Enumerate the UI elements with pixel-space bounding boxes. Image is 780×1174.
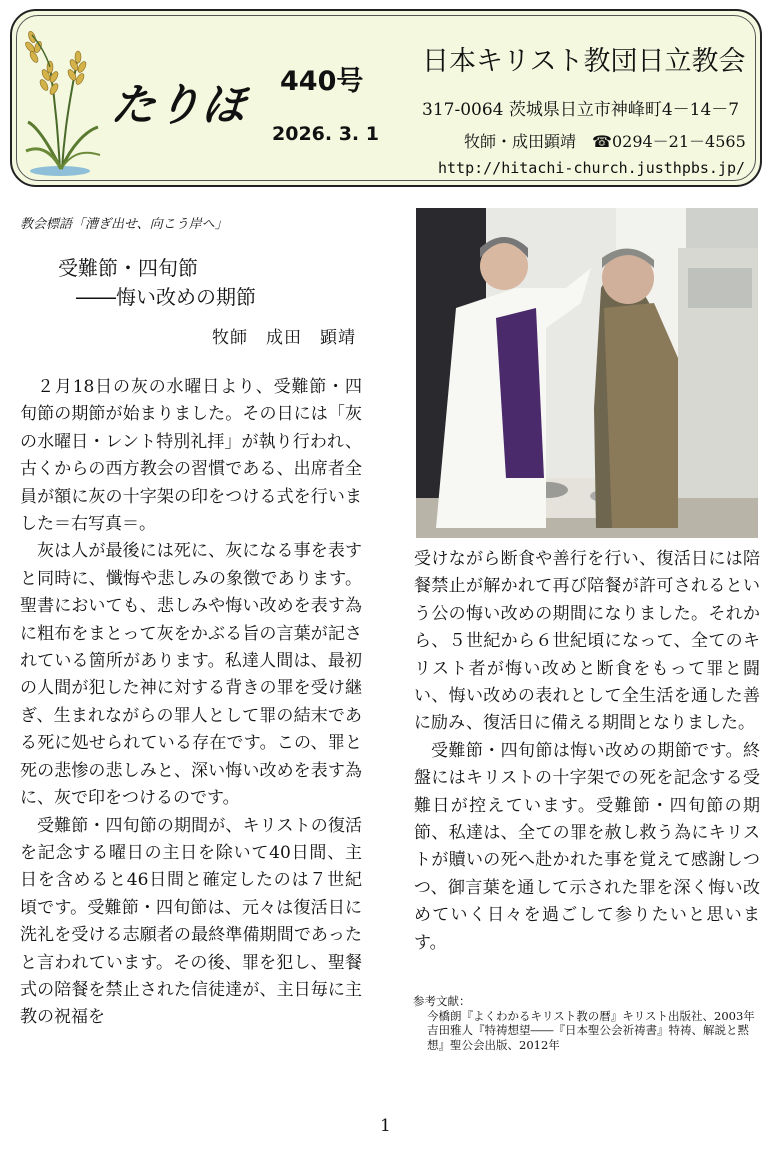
ash-wednesday-photo (416, 208, 758, 538)
article-author: 牧師 成田 顕靖 (212, 328, 356, 348)
pastor-name: 牧師・成田顕靖 (464, 132, 577, 151)
paragraph: 灰は人が最後には死に、灰になる事を表すと同時に、懺悔や悲しみの象徴であります。聖書においても、悲しみや悔い改めを表す為に粗布をまとって灰をかぶる旨の言葉が記されている箇所があります。私達人間は、最初の人間が犯した神に対する背きの罪を受け継ぎ、生まれながらの罪人として罪の結末である死に処せられている存在です。この、罪と死の悲惨の悲しみと、深い悔い改めを表す為に、灰で印をつけるのです。 (20, 541, 362, 809)
article-column-right (414, 546, 760, 957)
reference-item: 今橋朗『よくわかるキリスト教の暦』キリスト出版社、2003年 (427, 1008, 755, 1023)
page-number: 1 (380, 1116, 391, 1136)
reference-item: 吉田雅人『特祷想望――『日本聖公会祈祷書』特祷、解説と黙想』聖公会出版、2012年 (427, 1023, 749, 1052)
rice-plant-logo (20, 27, 104, 179)
pastor-contact (464, 129, 746, 152)
church-motto: 教会標語「漕ぎ出せ、向こう岸へ」 (20, 217, 228, 232)
article-column-left (20, 374, 362, 1032)
paragraph: 受けながら断食や善行を行い、復活日には陪餐禁止が解かれて再び陪餐が許可されるという公の悔い改めの期間になりました。それから、５世紀から６世紀頃になって、全てのキリスト者が悔い改めと断食をもって罪と闘い、悔い改めの表れとして全生活を通した善に励み、復活日に備える期間となりました。 (414, 549, 760, 734)
church-address: 317-0064 茨城県日立市神峰町4－14－7 (422, 100, 740, 120)
references (413, 994, 765, 1052)
church-name: 日本キリスト教団日立教会 (422, 46, 746, 77)
article-title (58, 254, 256, 312)
masthead (10, 9, 762, 187)
paragraph: ２月18日の灰の水曜日より、受難節・四旬節の期節が始まりました。その日には「灰の水曜日・レント特別礼拝」が執り行われ、古くからの西方教会の習慣である、出席者全員が額に灰の十字架の印をつける式を行いました＝右写真＝。 (20, 377, 362, 535)
newsletter-title: たりほ (108, 80, 250, 131)
paragraph: 受難節・四旬節は悔い改めの期節です。終盤にはキリストの十字架での死を記念する受難日が控えています。受難節・四旬節の期節、私達は、全ての罪を赦し救う為にキリストが贖いの死へ赴かれた事を覚えて感謝しつつ、御言葉を通して示された罪を深く悔い改めていく日々を過ごして参りたいと思います。 (414, 740, 760, 953)
paragraph: 受難節・四旬節の期間が、キリストの復活を記念する曜日の主日を除いて40日間、主日を含めると46日間と確定したのは７世紀頃です。受難節・四旬節は、元々は復活日に洗礼を受ける志願者の最終準備期間であったと言われています。その後、罪を犯し、聖餐式の陪餐を禁止された信徒達が、主日毎に主教の祝福を (20, 815, 362, 1028)
article-title-main: 受難節・四旬節 (58, 256, 198, 280)
photo-illustration (416, 208, 758, 538)
references-heading: 参考文献： (413, 994, 471, 1008)
church-url[interactable]: http://hitachi-church.justhpbs.jp/ (438, 159, 746, 177)
issue-date: 2026. 3. 1 (272, 123, 379, 145)
phone-number: 0294－21－4565 (611, 132, 746, 151)
issue-number: 440号 (280, 66, 364, 97)
phone-icon: ☎ (592, 132, 612, 151)
article-title-sub: ――悔い改めの期節 (76, 285, 256, 309)
